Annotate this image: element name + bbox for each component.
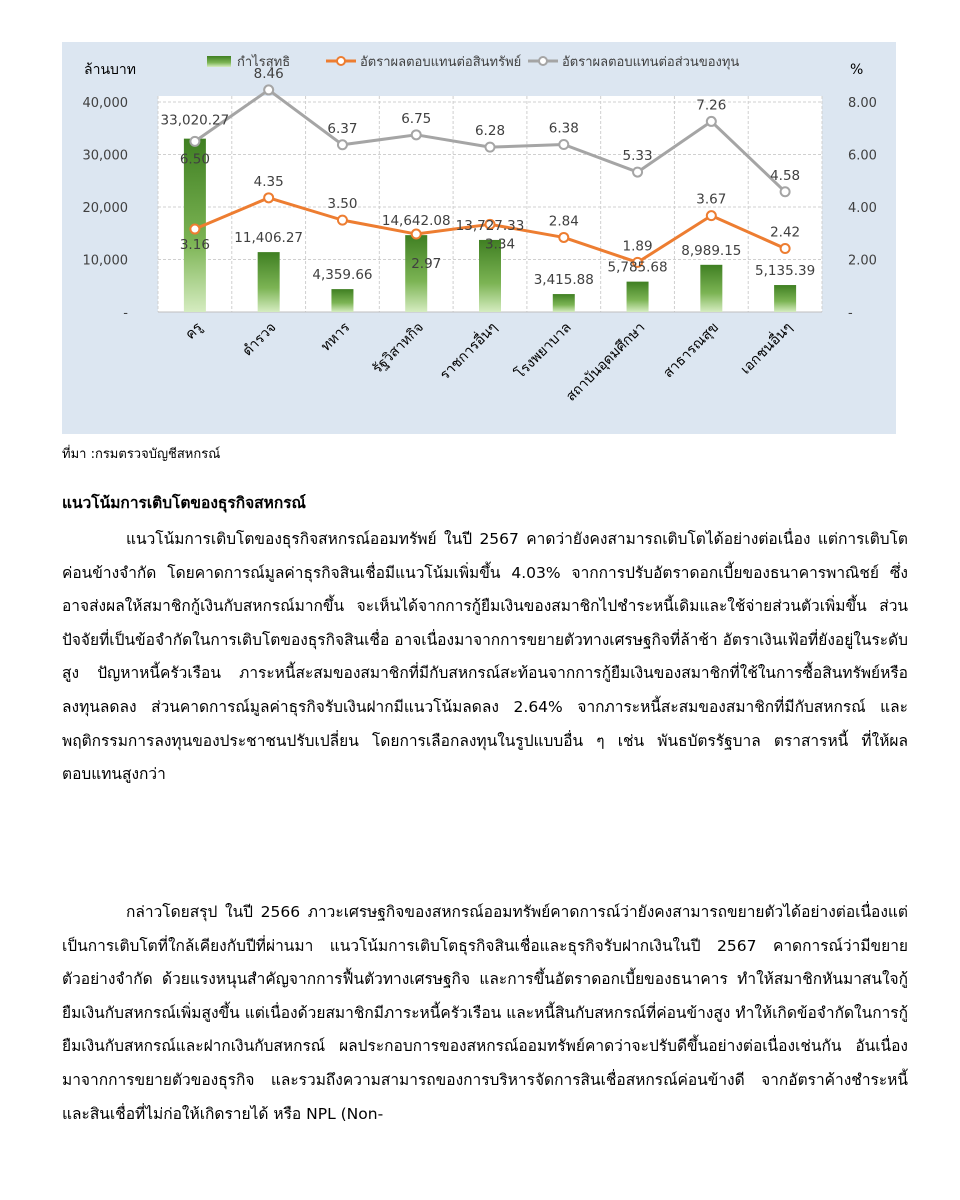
bar <box>405 235 427 312</box>
series-marker <box>190 137 199 146</box>
line-value-label: 4.58 <box>770 167 801 184</box>
line-value-label: 1.89 <box>622 238 653 255</box>
legend-label: อัตราผลตอบแทนต่อส่วนของทุน <box>562 55 740 70</box>
category-label: ครู <box>182 319 206 343</box>
line-value-label: 5.33 <box>622 148 653 165</box>
legend-swatch-marker <box>337 57 345 65</box>
bar-value-label: 14,642.08 <box>381 213 451 230</box>
legend-swatch <box>207 56 231 67</box>
bar <box>258 252 280 312</box>
bar-value-label: 8,989.15 <box>681 242 742 259</box>
line-value-label: 3.67 <box>696 191 727 208</box>
bar-value-label: 5,135.39 <box>755 263 816 280</box>
chart-area <box>62 42 896 434</box>
legend-swatch-marker <box>539 57 547 65</box>
bar-value-label: 4,359.66 <box>312 267 373 284</box>
category-label: สาธารณสุข <box>660 319 723 382</box>
y-axis-title-right: % <box>850 62 864 78</box>
category-label: ทหาร <box>318 319 354 355</box>
series-marker <box>190 225 199 234</box>
series-marker <box>707 211 716 220</box>
bar-value-label: 11,406.27 <box>234 230 304 247</box>
right-tick-label: 8.00 <box>848 96 877 111</box>
line-value-label: 4.35 <box>253 173 284 190</box>
paragraph-2-text: กล่าวโดยสรุป ในปี 2566 ภาวะเศรษฐกิจของสหกรณ์ออมทรัพย์คาดการณ์ว่ายังคงสามารถขยายตัวได้อย่างต่อเนื่องแต่เป็นการเติบโตที่ใกล้เคียงกับปีที่ผ่านมา แนวโน้มการเติบโตธุรกิจสินเชื่อและธุรกิจรับฝากเงินในปี 2567 คาดการณ์ว่ามีขยายตัวอย่างจำกัด ด้วยแรงหนุนสำคัญจากการฟื้นตัวทางเศรษฐกิจ และการขึ้นอัตราดอกเบี้ยของธนาคาร ทำให้สมาชิกหันมาสนใจกู้ยืมเงินกับสหกรณ์เพิ่มสูงขึ้น แต่เนื่องด้วยสมาชิกมีภาระหนี้ครัวเรือน และหนี้สินกับสหกรณ์ที่ค่อนข้างสูง ทำให้เกิดข้อจำกัดในการกู้ยืมเงินกับสหกรณ์และฝากเงินกับสหกรณ์ ผลประกอบการของสหกรณ์ออมทรัพย์คาดว่าจะปรับดีขึ้นอย่างต่อเนื่องเช่นกัน อันเนื่องมาจากการขยายตัวของธุรกิจ และรวมถึงความสามารถของการบริหารจัดการสินเชื่อสหกรณ์ค่อนข้างดี จากอัตราค้างชำระหนี้และสินเชื่อที่ไม่ก่อให้เกิดรายได้ หรือ NPL (Non- <box>62 903 908 1123</box>
line-value-label: 3.50 <box>327 196 358 213</box>
line-value-label: 6.37 <box>327 120 358 137</box>
chart-svg <box>62 42 896 434</box>
bar-value-label: 33,020.27 <box>160 112 230 129</box>
series-marker <box>781 244 790 253</box>
category-label: ราชการอื่นๆ <box>437 319 501 384</box>
line-value-label: 3.34 <box>484 236 516 253</box>
series-marker <box>412 230 421 239</box>
category-label: สถาบันอุดมศึกษา <box>563 319 649 405</box>
line-value-label: 2.42 <box>770 224 801 241</box>
section-heading: แนวโน้มการเติบโตของธุรกิจสหกรณ์ <box>62 494 306 512</box>
bar <box>627 282 649 312</box>
series-marker <box>338 216 347 225</box>
right-tick-label: - <box>848 306 853 321</box>
line-value-label: 7.26 <box>696 97 727 114</box>
y-axis-title-left: ล้านบาท <box>84 62 136 78</box>
series-marker <box>559 233 568 242</box>
legend-label: กำไรสุทธิ <box>237 55 291 70</box>
left-tick-label: 20,000 <box>82 201 128 216</box>
series-marker <box>486 143 495 152</box>
line-value-label: 6.50 <box>179 151 210 168</box>
line-value-label: 6.75 <box>401 110 432 127</box>
series-marker <box>781 187 790 196</box>
category-label: รัฐวิสาหกิจ <box>369 319 428 378</box>
series-marker <box>707 117 716 126</box>
series-marker <box>412 130 421 139</box>
bar-value-label: 13,727.33 <box>455 217 525 234</box>
left-tick-label: 30,000 <box>82 148 128 164</box>
source-note: ที่มา :กรมตรวจบัญชีสหกรณ์ <box>62 447 221 462</box>
bar-value-label: 3,415.88 <box>533 272 594 289</box>
paragraph-1-text: แนวโน้มการเติบโตของธุรกิจสหกรณ์ออมทรัพย์ ในปี 2567 คาดว่ายังคงสามารถเติบโตได้อย่างต่อเนื่อง แต่การเติบโตค่อนข้างจำกัด โดยคาดการณ์มูลค่าธุรกิจสินเชื่อมีแนวโน้มเพิ่มขึ้น 4.03% จากการปรับอัตราดอกเบี้ยของธนาคารพาณิชย์ ซึ่งอาจส่งผลให้สมาชิกกู้เงินกับสหกรณ์มากขึ้น จะเห็นได้จากการกู้ยืมเงินของสมาชิกไปชำระหนี้เดิมและใช้จ่ายส่วนตัวเพิ่มขึ้น ส่วนปัจจัยที่เป็นข้อจำกัดในการเติบโตของธุรกิจสินเชื่อ อาจเนื่องมาจากการขยายตัวทางเศรษฐกิจที่ล้าช้า อัตราเงินเฟ้อที่ยังอยู่ในระดับสูง ปัญหาหนี้ครัวเรือน ภาระหนี้สะสมของสมาชิกที่มีกับสหกรณ์สะท้อนจากการกู้ยืมเงินของสมาชิกที่ใช้ในการซื้อสินทรัพย์หรือลงทุนลดลง ส่วนคาดการณ์มูลค่าธุรกิจรับเงินฝากมีแนวโน้มลดลง 2.64% จากภาระหนี้สะสมของสมาชิกที่มีกับสหกรณ์ และพฤติกรรมการลงทุนของประชาชนปรับเปลี่ยน โดยการเลือกลงทุนในรูปแบบอื่น ๆ เช่น พันธบัตรรัฐบาล ตราสารหนี้ ที่ให้ผลตอบแทนสูงกว่า <box>62 530 908 784</box>
series-marker <box>633 168 642 177</box>
paragraph-1 <box>62 523 908 792</box>
left-tick-label: 10,000 <box>82 253 128 269</box>
line-value-label: 8.46 <box>253 65 284 82</box>
category-label: เอกชนอื่นๆ <box>737 319 796 378</box>
category-label: ตำรวจ <box>239 319 280 360</box>
line-value-label: 2.97 <box>411 256 442 273</box>
left-tick-label: 40,000 <box>82 96 128 111</box>
category-label: โรงพยาบาล <box>512 319 575 383</box>
bar-value-label: 5,785.68 <box>607 259 668 276</box>
right-tick-label: 2.00 <box>848 253 877 269</box>
right-tick-label: 4.00 <box>848 201 877 216</box>
bar <box>331 289 353 312</box>
bar <box>774 285 796 312</box>
right-tick-label: 6.00 <box>848 148 877 164</box>
paragraph-2 <box>62 896 908 1131</box>
series-marker <box>264 85 273 94</box>
series-marker <box>264 193 273 202</box>
line-value-label: 6.38 <box>548 120 579 137</box>
left-tick-label: - <box>123 306 128 321</box>
line-value-label: 2.84 <box>548 213 579 230</box>
bar <box>553 294 575 312</box>
line-value-label: 6.28 <box>474 123 506 140</box>
series-marker <box>338 140 347 149</box>
bar <box>700 265 722 312</box>
line-value-label: 3.16 <box>179 237 210 254</box>
legend-label: อัตราผลตอบแทนต่อสินทรัพย์ <box>360 55 522 70</box>
series-marker <box>559 140 568 149</box>
